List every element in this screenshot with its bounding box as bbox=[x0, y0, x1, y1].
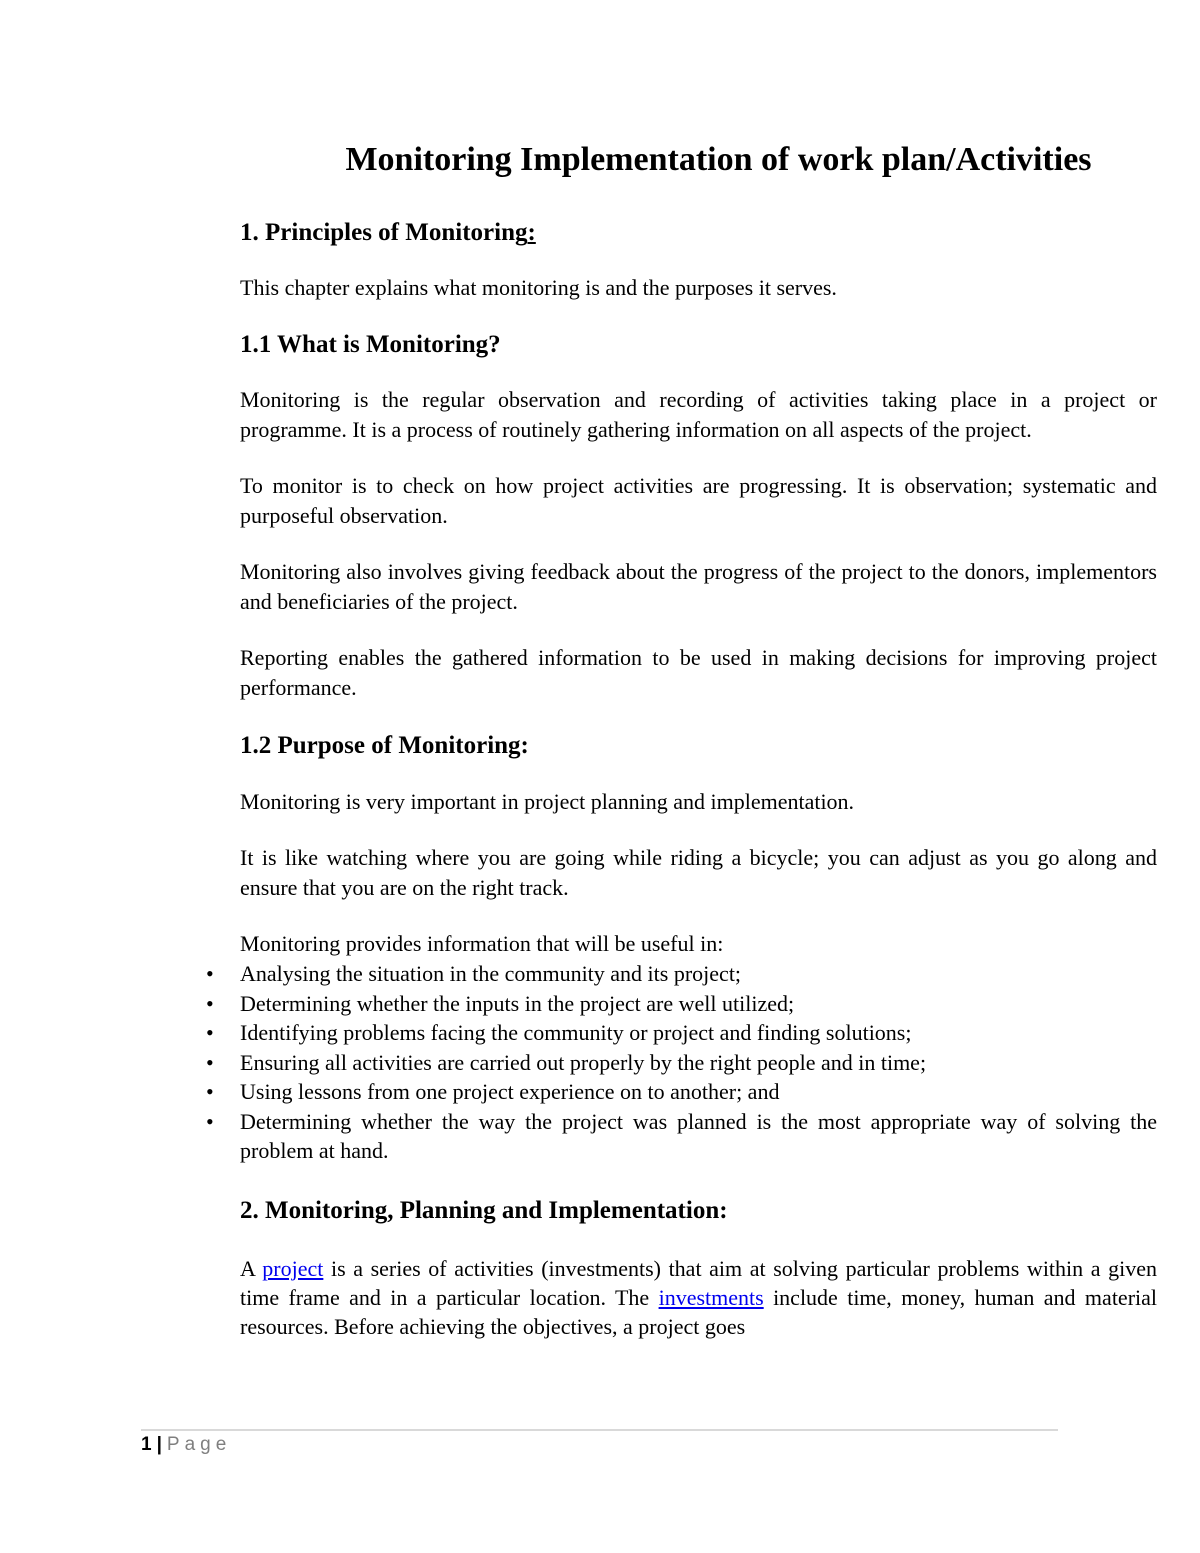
paragraph-text: include time, money, human and material resources. Before achieving the objectives, a project goes bbox=[240, 1284, 1158, 1339]
list-item bbox=[170, 989, 1157, 1019]
bullet-icon: • bbox=[206, 961, 214, 986]
list-item bbox=[170, 1077, 1157, 1107]
page-label: Page bbox=[166, 1434, 232, 1455]
section-heading-purpose: 1.2 Purpose of Monitoring: bbox=[240, 732, 529, 759]
bullet-icon: • bbox=[206, 1108, 214, 1134]
paragraph: It is like watching where you are going while riding a bicycle; you can adjust as you go along and ensure that you are on the right track. bbox=[240, 845, 1157, 900]
section-heading-text: 1. Principles of Monitoring bbox=[240, 219, 528, 246]
document-body bbox=[206, 132, 1158, 1341]
paragraph: Monitoring also involves giving feedback about the progress of the project to the donors, implementors and beneficiaries of the project. bbox=[240, 559, 1157, 614]
paragraph-intro: This chapter explains what monitoring is and the purposes it serves. bbox=[240, 275, 837, 300]
list-item bbox=[170, 959, 1157, 989]
heading-colon: : bbox=[527, 219, 536, 246]
bullet-icon: • bbox=[206, 1079, 214, 1104]
page-footer bbox=[141, 1432, 231, 1458]
list-item-text: Using lessons from one project experience on to another; and bbox=[240, 1079, 780, 1104]
list-item-text: Identifying problems facing the community or project and finding solutions; bbox=[240, 1020, 912, 1045]
list-item bbox=[170, 1048, 1157, 1078]
list-item bbox=[170, 1018, 1157, 1048]
list-item-text: Determining whether the way the project was planned is the most appropriate way of solving the problem at hand. bbox=[240, 1108, 1157, 1163]
bullet-icon: • bbox=[206, 1049, 214, 1075]
page-number: 1 bbox=[141, 1434, 152, 1455]
footer-divider bbox=[141, 1429, 1058, 1431]
paragraph: Monitoring provides information that will be useful in: bbox=[240, 931, 724, 956]
bullet-list bbox=[170, 959, 1157, 1166]
list-item-text: Ensuring all activities are carried out properly by the right people and in time; bbox=[240, 1049, 927, 1075]
section-heading-what-is-monitoring: 1.1 What is Monitoring? bbox=[240, 331, 501, 358]
paragraph-text: is a series of activities (investments) that aim at solving particular problems within a given time frame and in a particular location. The bbox=[240, 1255, 1157, 1310]
section-heading-principles bbox=[240, 217, 1157, 249]
section-heading-planning-implementation: 2. Monitoring, Planning and Implementation: bbox=[240, 1196, 728, 1224]
list-item bbox=[170, 1107, 1157, 1166]
investments-link[interactable]: investments bbox=[658, 1284, 764, 1310]
paragraph: To monitor is to check on how project activities are progressing. It is observation; systematic and purposeful observation. bbox=[240, 473, 1157, 528]
paragraph: Monitoring is the regular observation and recording of activities taking place in a project or programme. It is a process of routinely gathering information on all aspects of the project. bbox=[240, 387, 1157, 442]
paragraph: Monitoring is very important in project planning and implementation. bbox=[240, 789, 855, 814]
paragraph-text: A bbox=[240, 1255, 263, 1281]
bullet-icon: • bbox=[206, 990, 214, 1016]
footer-separator: | bbox=[156, 1434, 162, 1455]
page-title: Monitoring Implementation of work plan/Activities bbox=[345, 141, 1092, 178]
list-item-text: Determining whether the inputs in the project are well utilized; bbox=[240, 990, 795, 1016]
project-link[interactable]: project bbox=[262, 1255, 324, 1281]
paragraph: Reporting enables the gathered information to be used in making decisions for improving project performance. bbox=[240, 645, 1157, 700]
paragraph-project-definition bbox=[240, 1254, 1157, 1341]
bullet-icon: • bbox=[206, 1020, 214, 1045]
list-item-text: Analysing the situation in the community and its project; bbox=[240, 961, 742, 986]
